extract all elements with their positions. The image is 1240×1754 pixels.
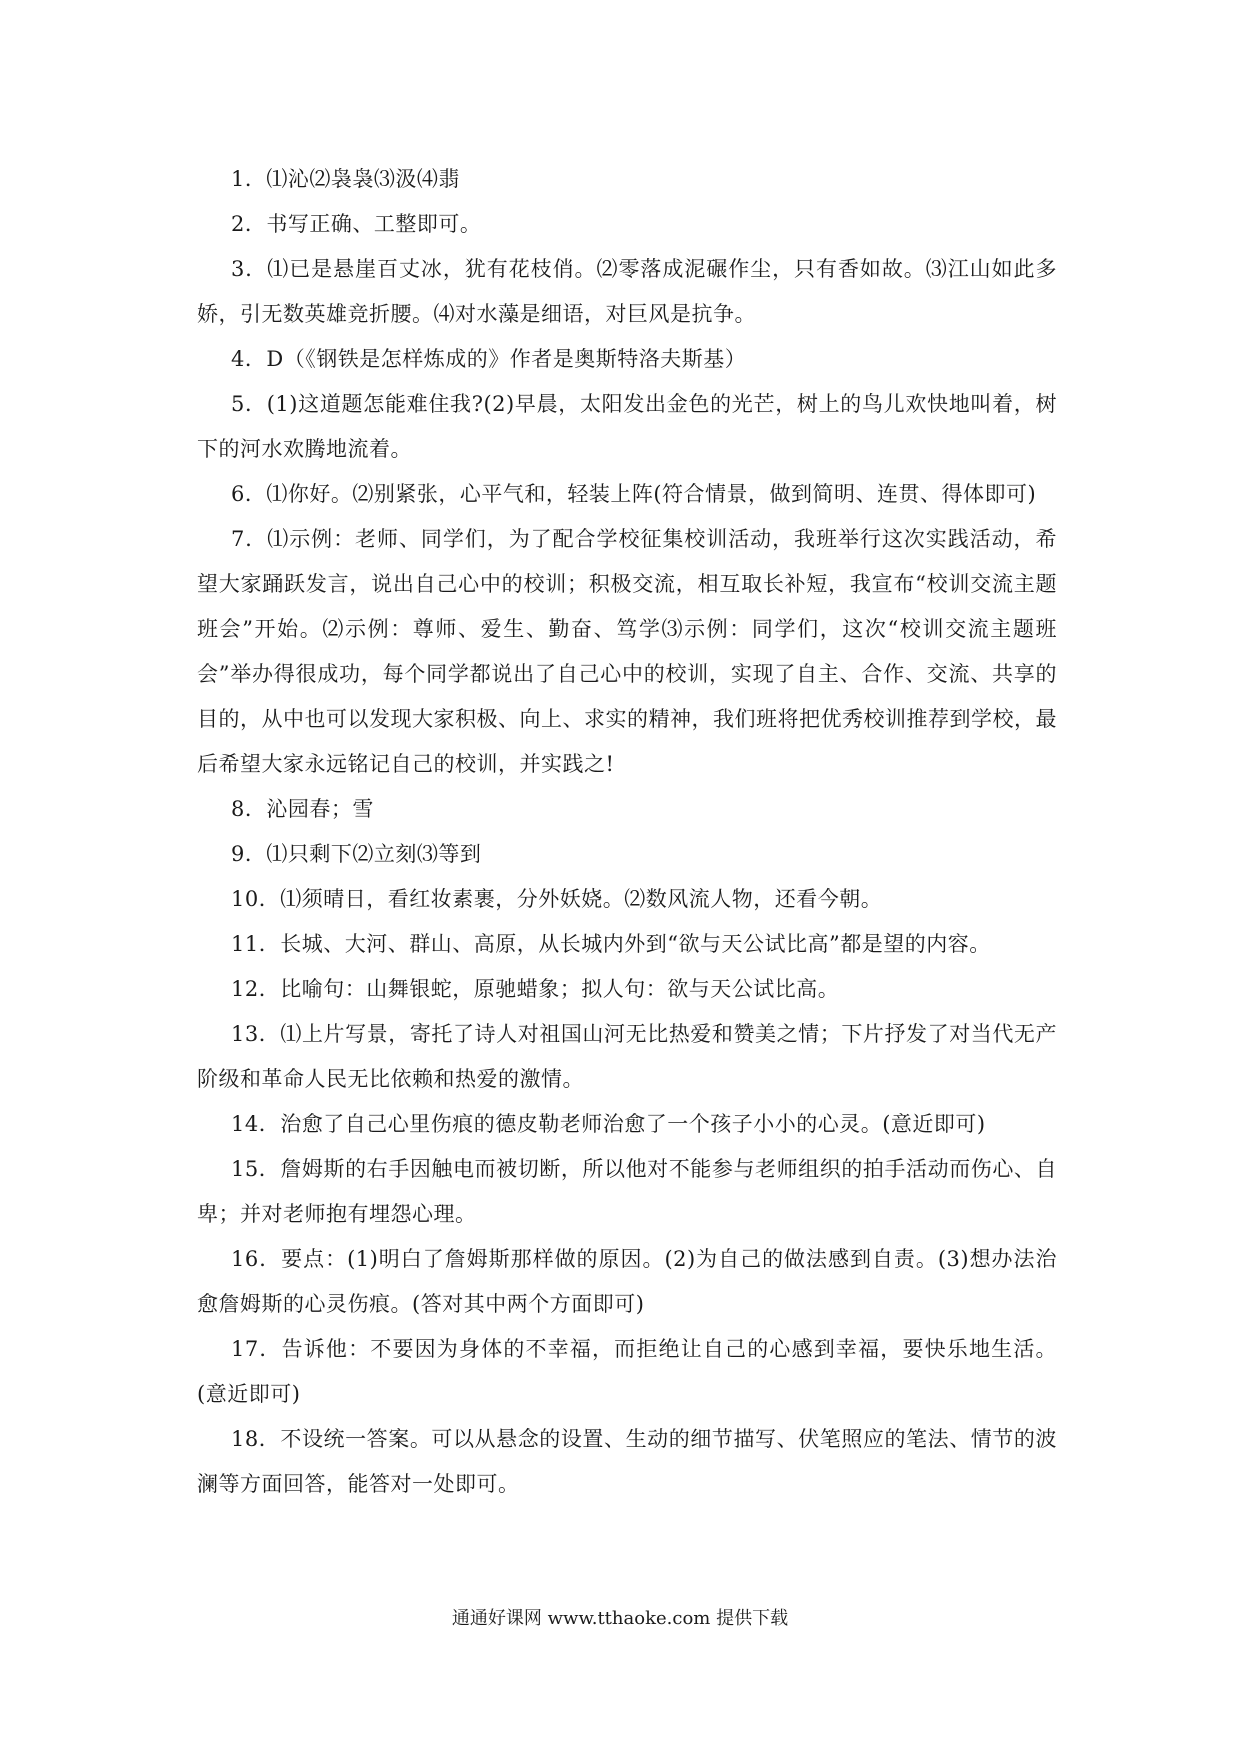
answer-item-6: 6．⑴你好。⑵别紧张，心平气和，轻装上阵(符合情景，做到简明、连贯、得体即可): [231, 482, 1037, 506]
answer-item-11: 11．长城、大河、群山、高原，从长城内外到“欲与天公试比高”都是望的内容。: [231, 932, 991, 956]
answer-item-17: 17．告诉他：不要因为身体的不幸福，而拒绝让自己的心感到幸福，要快乐地生活。(意近即可): [197, 1337, 1057, 1406]
answer-item-7: 7．⑴示例：老师、同学们，为了配合学校征集校训活动，我班举行这次实践活动，希望大家踊跃发言，说出自己心中的校训；积极交流，相互取长补短，我宣布“校训交流主题班会”开始。⑵示例：尊师、爱生、勤奋、笃学⑶示例：同学们，这次“校训交流主题班会”举办得很成功，每个同学都说出了自己心中的校训，实现了自主、合作、交流、共享的目的，从中也可以发现大家积极、向上、求实的精神，我们班将把优秀校训推荐到学校，最后希望大家永远铭记自己的校训，并实践之!: [197, 527, 1057, 776]
answer-item-18: 18．不设统一答案。可以从悬念的设置、生动的细节描写、伏笔照应的笔法、情节的波澜等方面回答，能答对一处即可。: [197, 1427, 1057, 1496]
answer-item-5: 5．(1)这道题怎能难住我?(2)早晨，太阳发出金色的光芒，树上的鸟儿欢快地叫着，树下的河水欢腾地流着。: [197, 392, 1057, 461]
answer-item-2: 2．书写正确、工整即可。: [231, 212, 482, 236]
answer-list: [197, 157, 1057, 1507]
answer-item-4: 4．D（《钢铁是怎样炼成的》作者是奥斯特洛夫斯基）: [231, 347, 747, 371]
answer-item-10: 10．⑴须晴日，看红妆素裹，分外妖娆。⑵数风流人物，还看今朝。: [231, 887, 883, 911]
answer-item-1: 1．⑴沁⑵袅袅⑶汲⑷翡: [231, 167, 460, 191]
answer-item-16: 16．要点：(1)明白了詹姆斯那样做的原因。(2)为自己的做法感到自责。(3)想办法治愈詹姆斯的心灵伤痕。(答对其中两个方面即可): [197, 1247, 1057, 1316]
answer-item-3: 3．⑴已是悬崖百丈冰，犹有花枝俏。⑵零落成泥碾作尘，只有香如故。⑶江山如此多娇，引无数英雄竞折腰。⑷对水藻是细语，对巨风是抗争。: [197, 257, 1057, 326]
answer-item-8: 8．沁园春；雪: [231, 797, 374, 821]
answer-item-12: 12．比喻句：山舞银蛇，原驰蜡象；拟人句：欲与天公试比高。: [231, 977, 840, 1001]
answer-item-9: 9．⑴只剩下⑵立刻⑶等到: [231, 842, 482, 866]
page-footer: 通通好课网 www.tthaoke.com 提供下载: [451, 1608, 789, 1629]
answer-item-15: 15．詹姆斯的右手因触电而被切断，所以他对不能参与老师组织的拍手活动而伤心、自卑；并对老师抱有埋怨心理。: [197, 1157, 1057, 1226]
answer-item-14: 14．治愈了自己心里伤痕的德皮勒老师治愈了一个孩子小小的心灵。(意近即可): [231, 1112, 986, 1136]
answer-item-13: 13．⑴上片写景，寄托了诗人对祖国山河无比热爱和赞美之情；下片抒发了对当代无产阶级和革命人民无比依赖和热爱的激情。: [197, 1022, 1057, 1091]
